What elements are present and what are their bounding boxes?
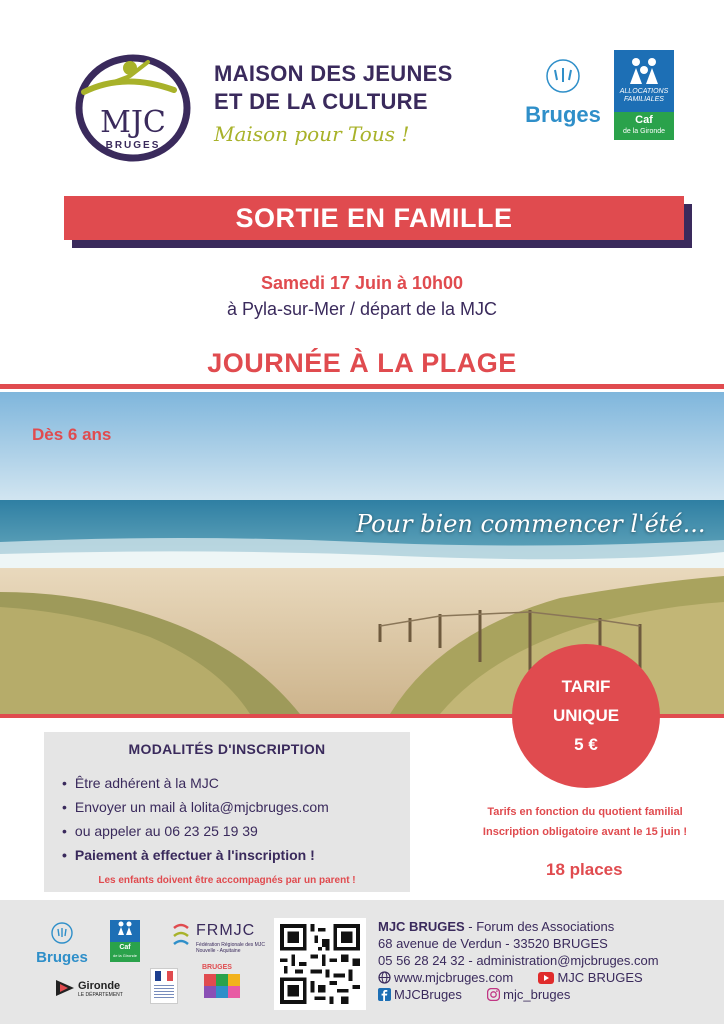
- inscription-title: MODALITÉS D'INSCRIPTION: [128, 741, 326, 757]
- mjc-logo-subtext: BRUGES: [105, 140, 161, 151]
- email-link[interactable]: administration@mjcbruges.com: [476, 953, 659, 968]
- gironde-arrow-icon: [56, 980, 74, 996]
- slogan: Pour bien commencer l'été...: [356, 510, 706, 538]
- list-item: • ou appeler au 06 23 25 19 39: [62, 819, 410, 843]
- caf-sub: de la Gironde: [622, 128, 666, 135]
- bruges-crest-icon: [50, 922, 74, 944]
- list-item: • Être adhérent à la MJC: [62, 771, 410, 795]
- caf-family-icon: [115, 920, 135, 936]
- republique-text-lines: [154, 985, 174, 999]
- org-name: MJC BRUGES: [378, 919, 465, 934]
- footer-caf-logo: [110, 920, 140, 962]
- gironde-sub: LE DÉPARTEMENT: [78, 992, 123, 998]
- tarifs-note-line-1: Tarifs en fonction du quotient familial: [487, 806, 683, 818]
- gironde-text: Gironde: [78, 980, 121, 992]
- website-link[interactable]: www.mjcbruges.com: [394, 970, 514, 985]
- event-place: à Pyla-sur-Mer / départ de la MJC: [226, 299, 498, 319]
- qr-code[interactable]: [274, 918, 366, 1010]
- title-line-1: MAISON DES JEUNES: [214, 61, 453, 86]
- youtube-link[interactable]: MJC BRUGES: [557, 970, 643, 985]
- caf-family-icon: [624, 54, 664, 88]
- french-flag-icon: [151, 971, 177, 985]
- tarif-price: 5 €: [574, 735, 598, 754]
- bruges-logo-text: Bruges: [525, 102, 601, 127]
- event-date: Samedi 17 Juin à 10h00: [260, 273, 464, 293]
- inscription-note: Les enfants doivent être accompagnés par un parent !: [98, 875, 356, 886]
- places-count: 18 places: [546, 860, 623, 879]
- photo-rule-top: [0, 384, 724, 389]
- caf-name: Caf: [635, 114, 653, 126]
- footer-bruges-text: Bruges: [36, 949, 88, 966]
- tarif-line-1: TARIF: [561, 677, 611, 696]
- address: 68 avenue de Verdun - 33520 BRUGES: [378, 936, 608, 951]
- footer-bruges-logo: [34, 922, 90, 966]
- inscription-list: [62, 771, 410, 867]
- facebook-icon: [378, 988, 391, 1001]
- footer-bruges-puzzle-logo: [202, 964, 246, 1004]
- event-banner: SORTIE EN FAMILLE: [64, 196, 684, 240]
- contact-separator: -: [464, 953, 477, 968]
- tarifs-note: [446, 802, 724, 842]
- tagline: Maison pour Tous !: [214, 122, 410, 146]
- instagram-icon: [487, 988, 500, 1001]
- frmjc-sub-1: Fédération Régionale des MJC: [196, 942, 265, 948]
- mjc-logo: [74, 52, 192, 162]
- caf-line-1: ALLOCATIONS: [619, 88, 669, 95]
- bruges-crest-icon: [543, 58, 583, 94]
- org-suffix: - Forum des Associations: [464, 919, 615, 934]
- puzzle-logo-text: BRUGES: [202, 964, 232, 971]
- footer-republique-logo: [150, 968, 178, 1004]
- bruges-logo: [518, 58, 608, 128]
- tarif-line-2: UNIQUE: [552, 706, 620, 725]
- contact-block: [378, 918, 718, 1003]
- phone[interactable]: 05 56 28 24 32: [378, 953, 465, 968]
- qr-code-icon: [280, 924, 360, 1004]
- tarif-circle: [512, 644, 660, 788]
- list-item: • Paiement à effectuer à l'inscription !: [62, 843, 410, 867]
- youtube-icon: [538, 971, 554, 984]
- event-title: JOURNÉE À LA PLAGE: [207, 348, 517, 378]
- frmjc-sub-2: Nouvelle - Aquitaine: [196, 948, 241, 954]
- age-label: Dès 6 ans: [32, 425, 112, 444]
- list-item: • Envoyer un mail à lolita@mjcbruges.com: [62, 795, 410, 819]
- header-title: [214, 60, 504, 146]
- footer-caf-text: Caf: [119, 944, 131, 951]
- tarifs-note-line-2: Inscription obligatoire avant le 15 juin !: [482, 826, 688, 838]
- caf-line-2: FAMILIALES: [624, 96, 664, 103]
- caf-logo: [614, 50, 674, 140]
- frmjc-text: FRMJC: [196, 922, 256, 939]
- inscription-box: [44, 732, 410, 892]
- globe-icon: [378, 971, 391, 984]
- facebook-link[interactable]: MJCBruges: [394, 987, 462, 1002]
- instagram-link[interactable]: mjc_bruges: [503, 987, 571, 1002]
- title-line-2: ET DE LA CULTURE: [214, 89, 428, 114]
- footer-caf-sub: de la Gironde: [112, 953, 137, 958]
- frmjc-mark-icon: [170, 922, 192, 952]
- mjc-logo-text: MJC: [100, 105, 166, 140]
